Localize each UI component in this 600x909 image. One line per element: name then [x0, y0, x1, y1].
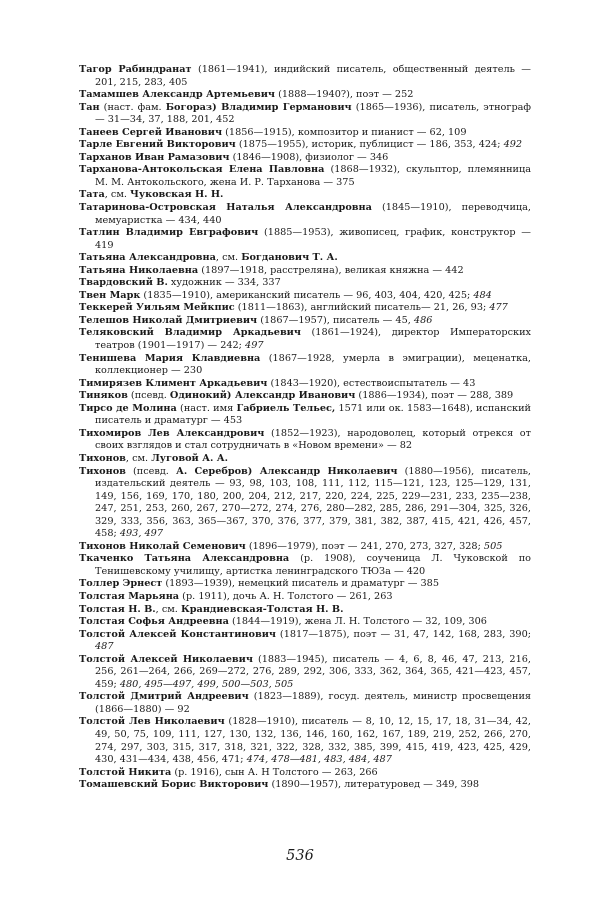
index-entry — [79, 353, 531, 378]
index-entry — [79, 604, 531, 617]
index-entry — [79, 164, 531, 189]
entry-name: Тан — [79, 101, 100, 113]
entry-text: (псевд. — [125, 465, 176, 477]
entry-name: Татаринова-Островская Наталья Александровна — [79, 202, 372, 214]
entry-name: Твен Марк — [79, 289, 141, 301]
index-entry — [79, 290, 531, 303]
entry-text: , см. — [155, 603, 181, 615]
entry-name: Томашевский Борис Викторович — [79, 779, 269, 791]
entry-commentary-pages: 474, 478—481, 483, 484, 487 — [246, 754, 392, 766]
entry-name: Тихомиров Лев Александрович — [79, 427, 265, 439]
index-entry — [79, 691, 531, 716]
entry-commentary-pages: 487 — [95, 641, 114, 653]
entry-text: (1888—1940?), поэт — 252 — [275, 89, 414, 101]
index-entry — [79, 302, 531, 315]
entry-name: Толстой Алексей Николаевич — [79, 653, 253, 665]
entry-text: (1811—1863), английский писатель— 21, 26, 93; — [234, 302, 490, 314]
entry-name-secondary: Одинокий) Александр Иванович — [169, 390, 356, 402]
entry-text: , см. — [215, 252, 242, 264]
index-entry — [79, 466, 531, 541]
index-entry — [79, 629, 531, 654]
index-entry — [79, 127, 531, 140]
entry-name: Толстой Лев Николаевич — [79, 716, 225, 728]
page-number: 536 — [286, 848, 314, 864]
entry-text: (1893—1939), немецкий писатель и драматург — 385 — [162, 578, 439, 590]
index-entry — [79, 102, 531, 127]
entry-name: Ткаченко Татьяна Александровна — [79, 553, 290, 565]
entry-name: Теляковский Владимир Аркадьевич — [79, 327, 301, 339]
index-entry — [79, 152, 531, 165]
index-entry — [79, 189, 531, 202]
entry-text: (р. 1916), сын А. Н Толстого — 263, 266 — [171, 766, 378, 778]
index-entry — [79, 541, 531, 554]
entry-commentary-pages: 492 — [503, 139, 523, 151]
entry-name: Тирсо де Молина — [79, 402, 177, 414]
entry-text: , см. — [104, 189, 131, 201]
index-entry — [79, 227, 531, 252]
entry-text: (1823—1889), госуд. деятель, министр просвещения (1866—1880) — 92 — [95, 691, 532, 715]
entry-text: (1867—1928, умерла в эмиграции), меценатка, коллекционер — 230 — [95, 352, 531, 377]
entry-name: Толлер Эрнест — [79, 578, 163, 590]
entry-name: Толстая Софья Андреевна — [79, 616, 229, 628]
entry-commentary-pages: 505 — [483, 540, 503, 552]
entry-commentary-pages: 497 — [245, 340, 264, 352]
index-entry — [79, 378, 531, 391]
index-entry — [79, 64, 531, 89]
entry-name: Тарханов Иван Рамазович — [79, 151, 230, 163]
entry-name-secondary: А. Серебров) Александр Николаевич — [175, 465, 398, 477]
entry-text: (1885—1953), живописец, график, конструктор — 419 — [95, 227, 531, 251]
entry-text: (1846—1908), физиолог — 346 — [229, 151, 389, 163]
entry-text-secondary: 1571 или ок. 1583—1648), испанский писатель и драматург — 453 — [95, 402, 532, 427]
entry-name-secondary: Луговой А. А. — [151, 452, 229, 464]
entry-name: Тамамшев Александр Артемьевич — [79, 89, 276, 101]
entry-name: Толстой Дмитрий Андреевич — [79, 691, 249, 703]
entry-name-secondary: Богданович Т. А. — [241, 252, 338, 264]
index-entry — [79, 277, 531, 290]
entry-name: Толстой Алексей Константинович — [79, 628, 276, 640]
entry-text: (наст. имя — [176, 402, 237, 414]
entry-text: (псевд. — [127, 390, 170, 402]
entry-commentary-pages: 493, 497 — [119, 528, 163, 540]
entry-name: Твардовский В. — [79, 277, 168, 289]
entry-text: (1843—1920), естествоиспытатель — 43 — [267, 377, 476, 389]
index-entry — [79, 578, 531, 591]
entry-text: (1844—1919), жена Л. Н. Толстого — 32, 109, 306 — [228, 616, 487, 628]
entry-text: (1897—1918, расстреляна), великая княжна — 442 — [198, 264, 464, 276]
entry-text: , см. — [125, 452, 152, 464]
index-entry — [79, 315, 531, 328]
index-entry — [79, 779, 531, 792]
index-entry — [79, 403, 531, 428]
entry-text: художник — 334, 337 — [167, 277, 281, 289]
entry-name: Тагор Рабиндранат — [79, 64, 192, 75]
entry-text: (1883—1945), писатель — 4, 6, 8, 46, 47, 213, 216, 256, 261—264, 266, 269—272, 276, 289, 292, 306, 333, 362, 364, 365, 421—423, 457, 459; — [95, 653, 531, 690]
entry-name: Толстой Никита — [79, 766, 172, 778]
entry-text: (наст. фам. — [99, 101, 166, 113]
entry-name: Татлин Владимир Евграфович — [79, 227, 259, 239]
entry-text: (1856—1915), композитор и пианист — 62, 109 — [222, 126, 467, 138]
entry-name: Тихонов Николай Семенович — [79, 540, 246, 552]
entry-commentary-pages: 484 — [473, 289, 492, 301]
entry-name-secondary: Габриель Тельес, — [236, 402, 336, 414]
entry-commentary-pages: 480, 495—497, 499, 500—503, 505 — [119, 678, 294, 690]
entry-name: Тимирязев Климент Аркадьевич — [79, 377, 268, 389]
index-entry — [79, 89, 531, 102]
entry-text: (1861—1941), индийский писатель, общественный деятель — 201, 215, 283, 405 — [95, 64, 531, 88]
index-entry — [79, 265, 531, 278]
entry-name: Тата — [79, 189, 105, 201]
name-index-column — [79, 64, 531, 792]
index-entry — [79, 390, 531, 403]
entry-name: Тенишева Мария Клавдиевна — [79, 352, 261, 364]
entry-text: (1896—1979), поэт — 241, 270, 273, 327, 328; — [245, 540, 484, 552]
entry-name: Танеев Сергей Иванович — [79, 126, 223, 138]
entry-text: (1852—1923), народоволец, который отрекся от своих взглядов и стал сотрудничать в «Новом времени» — 82 — [95, 427, 531, 452]
entry-text: (1867—1957), писатель — 45, — [257, 314, 414, 326]
entry-name: Тиняков — [79, 390, 128, 402]
entry-text: (1868—1932), скульптор, племянница М. М. Антокольского, жена И. Р. Тарханова — 375 — [95, 164, 531, 188]
entry-name: Тарханова-Антокольская Елена Павловна — [79, 164, 325, 176]
entry-name: Теккерей Уильям Мейкпис — [79, 302, 235, 314]
index-entry — [79, 428, 531, 453]
index-entry — [79, 654, 531, 692]
entry-name-secondary: Богораз) Владимир Германович — [165, 101, 352, 113]
entry-name: Тихонов — [79, 452, 126, 464]
entry-name-secondary: Чуковская Н. Н. — [130, 189, 224, 201]
index-entry — [79, 616, 531, 629]
entry-name: Тарле Евгений Викторович — [79, 139, 236, 151]
index-entry — [79, 553, 531, 578]
entry-text-secondary: (1865—1936), писатель, этнограф — 31—34, 37, 188, 201, 452 — [95, 101, 532, 126]
index-entry — [79, 139, 531, 152]
entry-text: (1890—1957), литературовед — 349, 398 — [268, 779, 480, 791]
index-entry — [79, 716, 531, 766]
entry-text: (1845—1910), переводчица, мемуаристка — 434, 440 — [95, 202, 531, 226]
entry-name: Тихонов — [79, 465, 126, 477]
index-entry — [79, 327, 531, 352]
index-entry — [79, 591, 531, 604]
entry-name: Телешов Николай Дмитриевич — [79, 314, 258, 326]
entry-text: (1875—1955), историк, публицист — 186, 353, 424; — [235, 139, 504, 151]
entry-text-secondary: (1886—1934), поэт — 288, 389 — [355, 390, 514, 402]
entry-text: (1835—1910), американский писатель — 96, 403, 404, 420, 425; — [140, 289, 474, 301]
entry-text: (р. 1908), соученица Л. Чуковской по Тенишевскому училищу, артистка ленинградского ТЮЗа — 420 — [95, 553, 531, 577]
entry-text: (1817—1875), поэт — 31, 47, 142, 168, 283, 390; — [276, 628, 531, 640]
index-entry — [79, 767, 531, 780]
entry-text: (р. 1911), дочь А. Н. Толстого — 261, 263 — [179, 590, 393, 602]
entry-text: (1828—1910), писатель — 8, 10, 12, 15, 17, 18, 31—34, 42, 49, 50, 75, 109, 111, 127, 130, 132, 136, 146, 160, 162, 167, 189, 219, 252, 266, 270, 274, 297, 303, 315, 317, 318, 321, 322, 328, 332, 385, 399, 415, 419, 423, 425, 429, 430, 431—434, 438, 456, 471; — [95, 716, 531, 766]
entry-text: (1861—1924), директор Императорских театров (1901—1917) — 242; — [95, 327, 531, 352]
entry-name: Толстая Н. В. — [79, 603, 156, 615]
entry-text-secondary: (1880—1956), писатель, издательский деятель — 93, 98, 103, 108, 111, 112, 115—121, 123, 125—129, 131, 149, 156, 169, 170, 180, 200, 204, 212, 217, 220, 224, 225, 229—231, 233, 235—238, 247, 251, 253, 260, 267, 270—272, 274, 276, 280—282, 285, 286, 291—304, 325, 326, 329, 333, 356, 363, 365—367, 370, 376, 377, 379, 381, 382, 387, 415, 421, 426, 457, 458; — [95, 465, 531, 540]
index-entry — [79, 202, 531, 227]
entry-name: Татьяна Николаевна — [79, 264, 199, 276]
entry-name: Татьяна Александровна — [79, 252, 216, 264]
entry-commentary-pages: 486 — [413, 314, 433, 326]
entry-name-secondary: Крандиевская-Толстая Н. В. — [180, 603, 344, 615]
index-entry — [79, 453, 531, 466]
entry-commentary-pages: 477 — [489, 302, 508, 314]
entry-name: Толстая Марьяна — [79, 590, 180, 602]
index-entry — [79, 252, 531, 265]
